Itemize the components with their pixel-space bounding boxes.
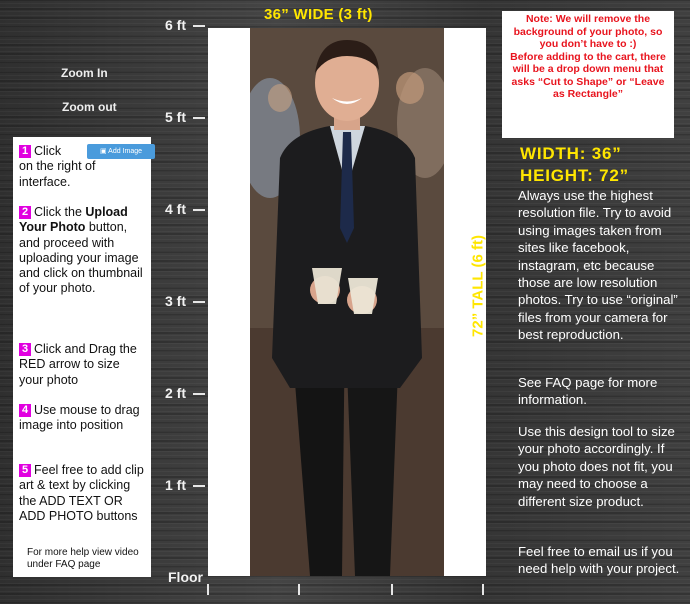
ruler-label-3ft: 3 ft (165, 293, 186, 309)
ruler-label-1ft: 1 ft (165, 477, 186, 493)
step-number: 4 (19, 404, 31, 417)
ruler-tick (193, 25, 205, 27)
width-dimension: WIDTH: 36” (520, 144, 622, 163)
step-text: Click and Drag the RED arrow to size your photo (19, 342, 137, 387)
floor-tick (207, 584, 209, 595)
step-number: 5 (19, 464, 31, 477)
image-icon: ▣ (99, 148, 107, 155)
ruler-tick (193, 393, 205, 395)
ruler-label-2ft: 2 ft (165, 385, 186, 401)
floor-label: Floor (168, 569, 203, 585)
step-text: Feel free to add clip art & text by clicking the ADD TEXT OR ADD PHOTO buttons (19, 463, 144, 523)
floor-tick (298, 584, 300, 595)
step-4 (19, 403, 147, 434)
step-text: button, and proceed with uploading your image and click on thumbnail of your photo. (19, 220, 143, 296)
step-2 (19, 205, 147, 297)
zoom-in-button[interactable]: Zoom In (61, 66, 108, 80)
step-text: on the right of interface. (19, 159, 96, 189)
help-note: For more help view video under FAQ page (27, 547, 139, 570)
floor-tick (391, 584, 393, 595)
floor-tick (482, 584, 484, 595)
uploaded-photo[interactable] (250, 28, 444, 576)
faq-tip: See FAQ page for more information. (518, 375, 658, 408)
instructions-panel (13, 137, 151, 577)
step-number: 2 (19, 206, 31, 219)
step-5 (19, 463, 147, 524)
ruler-tick (193, 117, 205, 119)
ruler-label-6ft: 6 ft (165, 17, 186, 33)
height-dimension: HEIGHT: 72” (520, 166, 629, 185)
email-tip: Feel free to email us if you need help with your project. (518, 544, 680, 577)
step-3 (19, 342, 147, 388)
add-image-button[interactable] (87, 144, 155, 159)
step-number: 1 (19, 145, 31, 158)
person-photo-illustration (250, 28, 444, 576)
canvas-width-label: 36” WIDE (3 ft) (264, 6, 373, 23)
note-line-2: Before adding to the cart, there will be a drop down menu that asks “Cut to Shape” or “Leave as Rectangle” (510, 50, 666, 100)
step-text: Click (34, 144, 62, 158)
step-number: 3 (19, 343, 31, 356)
ruler-tick (193, 485, 205, 487)
note-line-1: Note: We will remove the background of your photo, so you don’t have to :) (513, 13, 663, 50)
resolution-tip: Always use the highest resolution file. Try to avoid using images taken from sites like facebook, instagram, etc because those are low resolution photos. Try to use “original” files from your camera for best reproduction. (518, 188, 678, 343)
step-text: Click the (34, 205, 86, 219)
ruler-label-4ft: 4 ft (165, 201, 186, 217)
add-image-button-label: Add Image (108, 148, 143, 155)
sizing-tip: Use this design tool to size your photo accordingly. If you photo does not fit, you may need to choose a different size product. (518, 424, 675, 509)
ruler-tick (193, 209, 205, 211)
zoom-out-button[interactable]: Zoom out (62, 100, 117, 114)
step-text-bold: Upload Your Photo (19, 205, 128, 235)
step-text: Use mouse to drag image into position (19, 403, 140, 433)
canvas-height-label: 72” TALL (6 ft) (469, 235, 487, 337)
ruler-label-5ft: 5 ft (165, 109, 186, 125)
background-removal-note (502, 11, 674, 138)
ruler-tick (193, 301, 205, 303)
design-canvas[interactable] (208, 28, 486, 576)
